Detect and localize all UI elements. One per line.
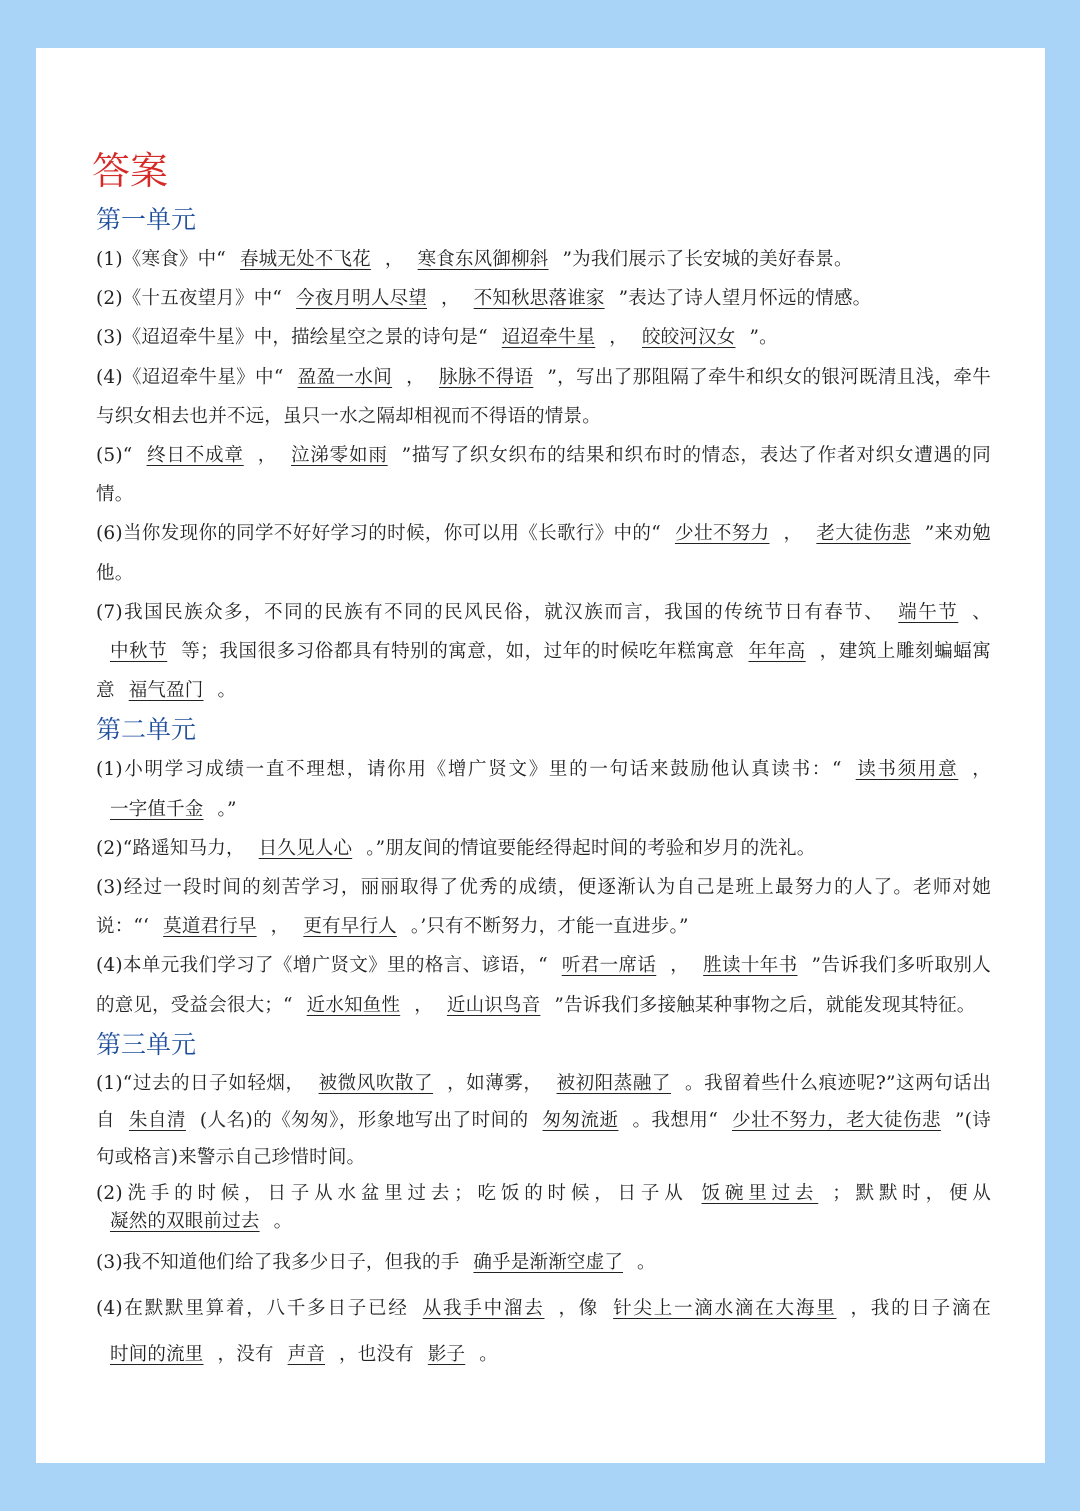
text-segment: (人名)的《匆匆》，形象地写出了时间的 [199,1109,529,1131]
text-segment: (1)“过去的日子如轻烟， [96,1072,305,1094]
text-segment: ，像 [558,1297,600,1319]
text-segment: 。 [273,1210,293,1232]
content [92,148,992,1378]
question-1-4 [96,358,991,436]
text-segment: ；默默时，便从 [832,1182,991,1204]
text-segment: (6)当你发现你的同学不好好学习的时候，你可以用《长歌行》中的“ [96,523,661,545]
unit-heading-3: 第三单元 [96,1029,197,1059]
question-2-1 [96,750,991,828]
text-segment: (4)《迢迢牵牛星》中“ [96,366,284,388]
text-segment: ， [609,327,628,349]
text-segment: ，没有 [217,1343,274,1365]
answer: 春城无处不飞花 [239,249,371,270]
answer: 迢迢牵牛星 [501,327,596,349]
answer: 端午节 [898,601,959,623]
question-3-1 [96,1065,991,1176]
answer: 盈盈一水间 [297,366,393,388]
answer: 被初阳蒸融了 [556,1072,672,1094]
question-3-4 [96,1286,991,1378]
answer: 被微风吹散了 [318,1072,434,1094]
text-segment: 。 [217,680,237,702]
unit-heading-1: 第一单元 [96,205,197,234]
text-segment: (1)小明学习成绩一直不理想，请你用《增广贤文》里的一句话来鼓励他认真读书：“ [96,759,842,781]
text-segment: 等；我国很多习俗都具有特别的寓意，如，过年的时候吃年糕寓意 [181,641,735,663]
answer: 寒食东风御柳斜 [417,249,549,270]
text-segment: ”，写出了那阻隔了牵牛和织女的银河既清且浅，牵牛与织女相去也并不远，虽只一水之隔却相视而不得语的情景。 [96,366,991,427]
text-segment: (2)洗手的时候，日子从水盆里过去；吃饭的时候，日子从 [96,1182,688,1204]
answer: 少壮不努力 [674,523,770,545]
answer: 确乎是渐渐空虚了 [473,1251,624,1273]
answer: 年年高 [748,641,806,663]
text-segment: ，如薄雾， [447,1072,543,1094]
question-1-3 [96,318,991,357]
text-segment: ， [257,445,278,467]
text-segment: ，也没有 [339,1343,414,1365]
answer: 饭碗里过去 [701,1182,819,1204]
text-segment: 、 [972,601,991,623]
text-segment: (4)在默默里算着，八千多日子已经 [96,1297,409,1319]
text-segment: 。” [217,798,237,820]
text-segment: 。我想用“ [632,1109,718,1131]
text-segment: 。’只有不断努力，才能一直进步。” [410,916,689,938]
text-segment: ”(诗句或格言)来警示自己珍惜时间。 [96,1109,991,1168]
text-segment: ”告诉我们多接触某种事物之后，就能发现其特征。 [554,994,976,1016]
question-2-4 [96,946,991,1024]
answer: 影子 [427,1343,466,1365]
text-segment: ， [384,249,404,270]
text-segment: ， [670,955,690,977]
question-1-6 [96,514,991,592]
question-3-2 [96,1180,991,1236]
answer: 近水知鱼性 [306,994,401,1016]
question-1-7 [96,593,991,711]
answer: 更有早行人 [303,916,397,938]
page-title: 答案 [92,149,169,193]
answer: 朱自清 [128,1109,186,1131]
question-1-5 [96,436,991,514]
text-segment: ， [972,759,991,781]
answer-sheet [36,48,1045,1463]
answer: 声音 [287,1343,326,1365]
text-segment: ”来劝勉他。 [96,523,991,584]
text-segment: 。”朋友间的情谊要能经得起时间的考验和岁月的洗礼。 [366,837,816,859]
answer: 日久见人心 [258,837,353,859]
text-segment: 。 [479,1343,498,1365]
text-segment: ”。 [749,327,778,349]
text-segment: ， [440,288,460,310]
text-segment: (4)本单元我们学习了《增广贤文》里的格言、谚语，“ [96,955,548,977]
question-3-3 [96,1240,991,1286]
text-segment: ， [783,523,803,545]
answer: 时间的流里 [110,1343,204,1365]
question-2-2 [96,829,991,868]
text-segment: 。 [637,1251,656,1273]
answer: 读书须用意 [855,759,959,781]
answer: 终日不成章 [146,445,244,467]
answer: 一字值千金 [110,798,204,820]
text-segment: 。我留着些什么痕迹呢?”这两句话出自 [96,1072,992,1131]
answer: 近山识鸟音 [446,994,541,1016]
text-segment: (1)《寒食》中“ [96,249,226,270]
text-segment: (3)我不知道他们给了我多少日子，但我的手 [96,1251,460,1273]
answer: 凝然的双眼前过去 [110,1210,260,1232]
answer: 不知秋思落谁家 [473,288,605,310]
text-segment: ，建筑上雕刻蝙蝠寓意 [96,641,991,702]
text-segment: ， [270,916,290,938]
text-segment: ， [406,366,425,388]
answer: 针尖上一滴水滴在大海里 [613,1297,837,1319]
text-segment: ”描写了织女织布的结果和织布时的情态，表达了作者对织女遭遇的同情。 [96,445,991,506]
answer: 今夜月明人尽望 [296,288,427,310]
text-segment: (2)《十五夜望月》中“ [96,288,283,310]
text-segment: ”告诉我们多听取别人的意见，受益会很大；“ [96,955,991,1016]
question-1-2 [96,279,991,318]
answer: 老大徒伤悲 [816,523,911,545]
question-2-3 [96,868,991,946]
answer: 福气盈门 [128,680,204,702]
answer: 听君一席话 [561,955,657,977]
text-segment: (3)《迢迢牵牛星》中，描绘星空之景的诗句是“ [96,327,488,349]
answer: 从我手中溜去 [422,1297,545,1319]
text-segment: (2)“路遥知马力， [96,837,245,859]
text-segment: ，我的日子滴在 [850,1297,991,1319]
text-segment: (5)“ [96,445,133,467]
answer: 莫道君行早 [163,916,257,938]
unit-heading-2: 第二单元 [96,715,197,745]
text-segment: (7)我国民族众多，不同的民族有不同的民风民俗，就汉族而言，我国的传统节日有春节、 [96,601,885,623]
question-1-1 [96,240,991,279]
answer: 少壮不努力，老大徒伤悲 [731,1109,941,1131]
answer: 泣涕零如雨 [291,445,388,467]
answer: 脉脉不得语 [438,366,534,388]
answer: 中秋节 [110,641,168,663]
text-segment: (3)经过一段时间的刻苦学习，丽丽取得了优秀的成绩，便逐渐认为自己是班上最努力的人了。老师对她说：“‘ [96,877,991,938]
answer: 皎皎河汉女 [641,327,736,349]
answer: 胜读十年书 [703,955,798,977]
text-segment: ”为我们展示了长安城的美好春景。 [562,249,853,270]
text-segment: ”表达了诗人望月怀远的情感。 [618,288,872,310]
answer: 匆匆流逝 [542,1109,619,1131]
text-segment: ， [414,994,433,1016]
